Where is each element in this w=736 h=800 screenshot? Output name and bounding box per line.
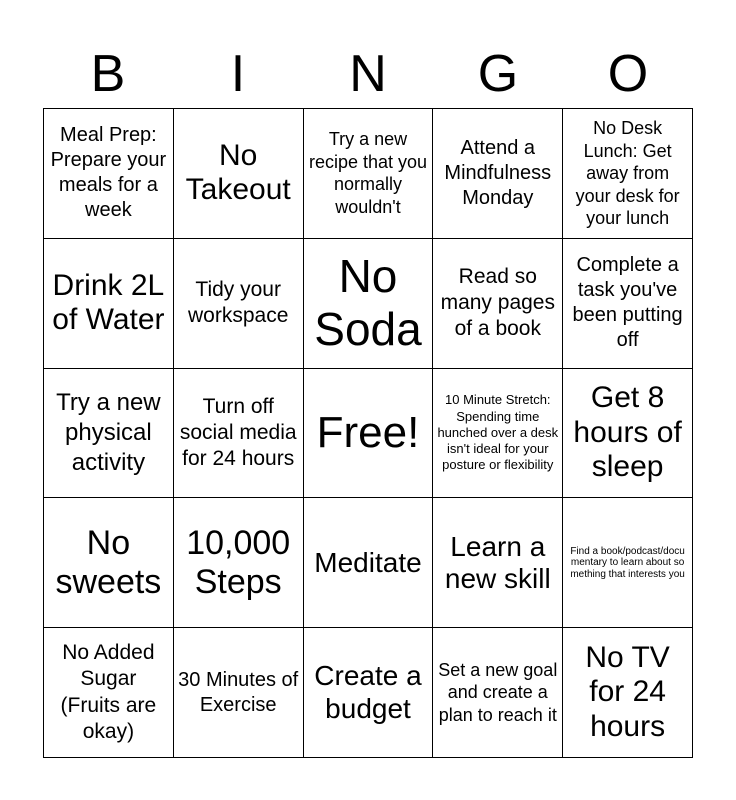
header-letter-b: B [90,45,126,103]
bingo-cell[interactable] [433,109,563,239]
cell-text: Complete a task you've been putting off [572,254,683,352]
cell-text: No Soda [314,250,422,356]
bingo-cell[interactable] [433,628,563,758]
bingo-cell[interactable] [304,628,434,758]
bingo-cell[interactable] [44,369,174,499]
bingo-cell[interactable] [563,369,693,499]
cell-text: 10,000 Steps [186,523,291,601]
header-letter-n: N [349,45,387,103]
cell-text: Create a budget [314,660,422,724]
header-letter-i: I [230,45,246,103]
header-letter-o: O [607,45,649,103]
cell-text: Find a book/podcast/documentary to learn about something that interests you [570,545,685,580]
bingo-cell[interactable] [44,109,174,239]
cell-text: No Desk Lunch: Get away from your desk for your lunch [575,118,680,229]
bingo-cell[interactable] [563,628,693,758]
bingo-grid [43,108,693,758]
cell-text: No Added Sugar (Fruits are okay) [60,641,157,743]
bingo-cell[interactable] [563,239,693,369]
cell-text: Tidy your workspace [188,277,289,328]
cell-text: Meal Prep: Prepare your meals for a week [50,124,167,222]
bingo-cell[interactable] [44,498,174,628]
cell-text: Get 8 hours of sleep [573,381,682,484]
bingo-cell[interactable] [174,109,304,239]
bingo-cell[interactable] [44,239,174,369]
bingo-cell[interactable] [44,628,174,758]
cell-text: Read so many pages of a book [440,264,555,341]
cell-text: Drink 2L of Water [52,268,165,337]
bingo-cell[interactable] [433,498,563,628]
cell-text: Try a new recipe that you normally wouldn't [308,129,428,217]
cell-text: Try a new physical activity [56,388,161,476]
cell-text: 30 Minutes of Exercise [178,668,299,716]
bingo-cell[interactable] [174,239,304,369]
bingo-cell[interactable] [433,369,563,499]
bingo-cell[interactable] [174,498,304,628]
cell-text: No TV for 24 hours [585,640,670,743]
bingo-cell[interactable] [563,498,693,628]
bingo-cell[interactable] [174,628,304,758]
cell-text: No sweets [55,523,162,601]
cell-text: Set a new goal and create a plan to reach it [438,659,558,725]
bingo-cell[interactable] [433,239,563,369]
cell-text: Turn off social media for 24 hours [179,394,297,471]
cell-text: Meditate [314,546,422,578]
cell-text: Learn a new skill [444,530,551,594]
bingo-cell[interactable] [304,239,434,369]
cell-text: 10 Minute Stretch: Spending time hunched over a desk isn't ideal for your posture or flexibility [437,392,559,473]
bingo-cell[interactable] [304,498,434,628]
bingo-cell[interactable] [304,369,434,499]
cell-text: No Takeout [185,138,291,207]
bingo-header [43,40,693,108]
bingo-cell[interactable] [174,369,304,499]
bingo-cell[interactable] [304,109,434,239]
header-letter-g: G [477,45,519,103]
cell-text: Free! [316,407,420,457]
bingo-cell[interactable] [563,109,693,239]
cell-text: Attend a Mindfulness Monday [444,136,552,209]
